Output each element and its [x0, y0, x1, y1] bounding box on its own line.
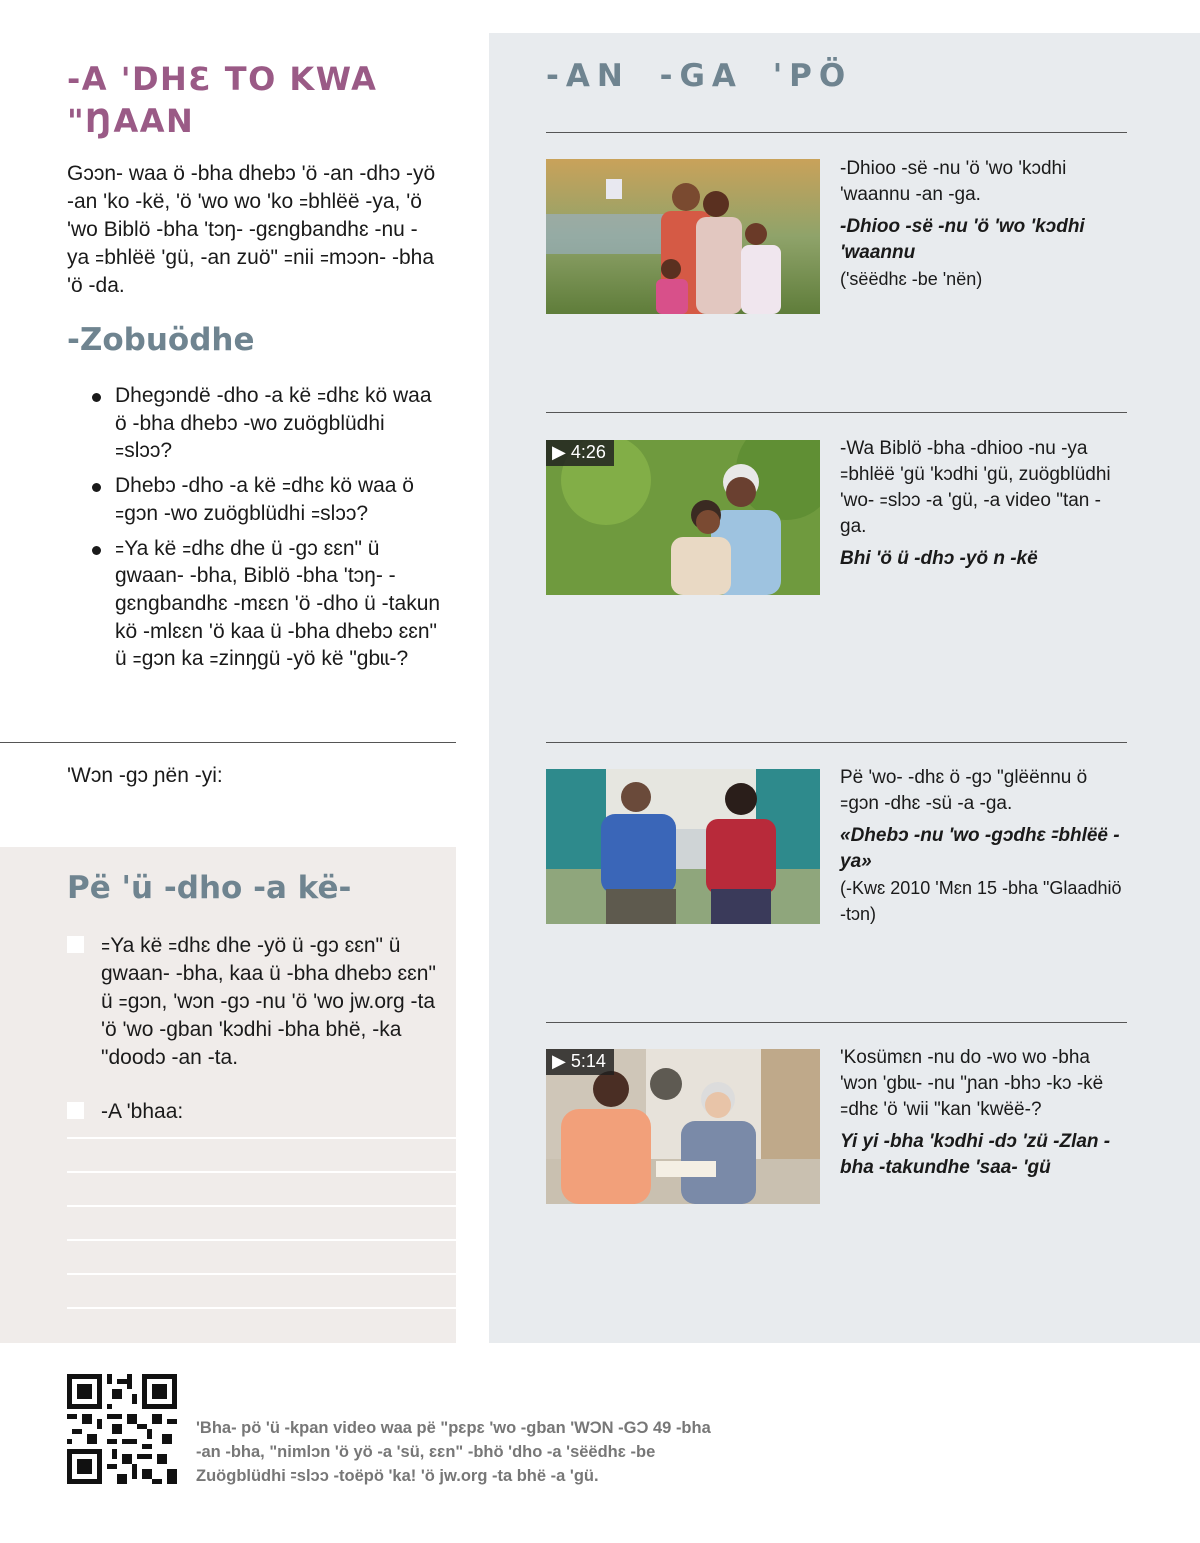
lesson-title: -A 'DHƐ TO KWA "ŊAAN — [67, 60, 378, 140]
summary-label: 'Wɔn -gɔ ɲën -yi: — [67, 764, 223, 787]
write-line — [67, 1205, 456, 1207]
todo-box — [0, 847, 456, 1343]
explore-entry — [840, 765, 1125, 927]
write-line — [67, 1137, 456, 1139]
bullet-icon — [92, 393, 101, 402]
entry-link-title[interactable]: Bhi 'ö ü -dhɔ -yö n -kë — [840, 548, 1038, 569]
father-daughter-photo[interactable] — [546, 769, 820, 924]
divider — [546, 132, 1127, 133]
entry-description: 'Kosümɛn -nu do -wo wo -bha 'wɔn 'gbɩɩ- -nu "ɲan -bhɔ -kɔ -kë ꞊dhɛ 'ö 'wii "kan 'kwëë-? — [840, 1047, 1104, 1120]
entry-source: ('sëëdhɛ -be 'nën) — [840, 269, 983, 289]
video-duration: ▶ 5:14 — [546, 1049, 614, 1075]
question-item — [90, 535, 445, 674]
explore-entry — [840, 1045, 1125, 1181]
family-selfie-photo[interactable] — [546, 159, 820, 314]
entry-description: Pë 'wo- -dhɛ ö -gɔ "glëënnu ö ꞊gɔn -dhɛ -sü -a -ga. — [840, 767, 1088, 814]
bullet-icon — [92, 546, 101, 555]
write-line — [67, 1171, 456, 1173]
entry-link-title[interactable]: Yi yi -bha 'kɔdhi -dɔ 'zü -Zlan -bha -takundhe 'saa- 'gü — [840, 1131, 1111, 1178]
checkbox[interactable] — [67, 1102, 84, 1119]
todo-text: -A 'bhaa: — [101, 1100, 184, 1123]
entry-description: -Wa Biblö -bha -dhioo -nu -ya ꞊bhlëë 'gü 'kɔdhi 'gü, zuögblüdhi 'wo- ꞊slɔɔ -a 'gü, -a video "tan -ga. — [840, 438, 1111, 537]
qr-code[interactable] — [67, 1374, 177, 1484]
explore-entry — [840, 436, 1125, 572]
intro-paragraph: Gɔɔn- waa ö -bha dhebɔ 'ö -an -dhɔ -yö -an 'ko -kë, 'ö 'wo wo 'ko ꞊bhlëë -ya, 'ö 'wo Biblö -bha 'tɔŋ- -gɛngbandhɛ -nu -ya ꞊bhlëë 'gü, -an zuö" ꞊nii ꞊mɔɔn- -bha 'ö -da. — [67, 162, 436, 297]
entry-source: (-Kwɛ 2010 'Mɛn 15 -bha "Glaadhiö -tɔn) — [840, 878, 1122, 924]
question-text: Dhebɔ -dho -a kë ꞊dhɛ kö waa ö ꞊gɔn -wo zuögblüdhi ꞊slɔɔ? — [115, 474, 414, 525]
entry-link-title[interactable]: -Dhioo -së -nu 'ö 'wo 'kɔdhi 'waannu — [840, 216, 1085, 263]
entry-description: -Dhioo -së -nu 'ö 'wo 'kɔdhi 'waannu -an -ga. — [840, 158, 1067, 205]
footer-note: 'Bha- pö 'ü -kpan video waa pë "pɛpɛ 'wo -gban 'WƆN -GƆ 49 -bha -an -bha, "nimlɔn 'ö yö -a 'sü, ɛɛn" -bhö 'dho -a 'sëëdhɛ -be Zuögblüdhi ꞊slɔɔ -toëpö 'ka! 'ö jw.org -ta bhë -a 'gü. — [196, 1419, 711, 1485]
questions-heading: -Zobuödhe — [67, 322, 255, 358]
checkbox[interactable] — [67, 936, 84, 953]
couple-video-thumbnail[interactable] — [546, 440, 820, 595]
divider — [546, 742, 1127, 743]
video-duration: ▶ 4:26 — [546, 440, 614, 466]
write-line — [67, 1239, 456, 1241]
play-icon: ▶ — [552, 442, 566, 462]
write-line — [67, 1273, 456, 1275]
divider — [546, 1022, 1127, 1023]
question-text: ꞊Ya kë ꞊dhɛ dhe ü -gɔ ɛɛn" ü gwaan- -bha, Biblö -bha 'tɔŋ- -gɛngbandhɛ -mɛɛn 'ö -dho ü -takun kö -mlɛɛn 'ö kaa ü -bha dhebɔ ɛɛn" ü ꞊gɔn ka ꞊zinŋgü -yö kë "gbɩɩ-? — [115, 536, 441, 671]
write-line — [67, 1307, 456, 1309]
todo-item — [67, 1098, 437, 1126]
entry-link-title[interactable]: «Dhebɔ -nu 'wo -gɔdhɛ ꞊bhlëë -ya» — [840, 825, 1120, 872]
questions-list — [90, 382, 445, 680]
todo-text: ꞊Ya kë ꞊dhɛ dhe -yö ü -gɔ ɛɛn" ü gwaan- -bha, kaa ü -bha dhebɔ ɛɛn" ü ꞊gɔn, 'wɔn -gɔ -nu 'ö 'wo jw.org -ta 'ö 'wo -gban 'kɔdhi -bha bhë, -ka "doodɔ -an -ta. — [101, 934, 436, 1069]
explore-heading: -AN -GA 'PÖ — [546, 58, 853, 94]
question-text: Dhegɔndë -dho -a kë ꞊dhɛ kö waa ö -bha dhebɔ -wo zuögblüdhi ꞊slɔɔ? — [115, 384, 432, 463]
todo-item — [67, 932, 437, 1072]
question-item — [90, 472, 445, 527]
divider — [0, 742, 456, 743]
elderly-couple-video-thumbnail[interactable] — [546, 1049, 820, 1204]
question-item — [90, 382, 445, 465]
play-icon: ▶ — [552, 1051, 566, 1071]
divider — [546, 412, 1127, 413]
explore-entry — [840, 156, 1125, 292]
todo-heading: Pë 'ü -dho -a kë- — [67, 870, 352, 906]
bullet-icon — [92, 483, 101, 492]
